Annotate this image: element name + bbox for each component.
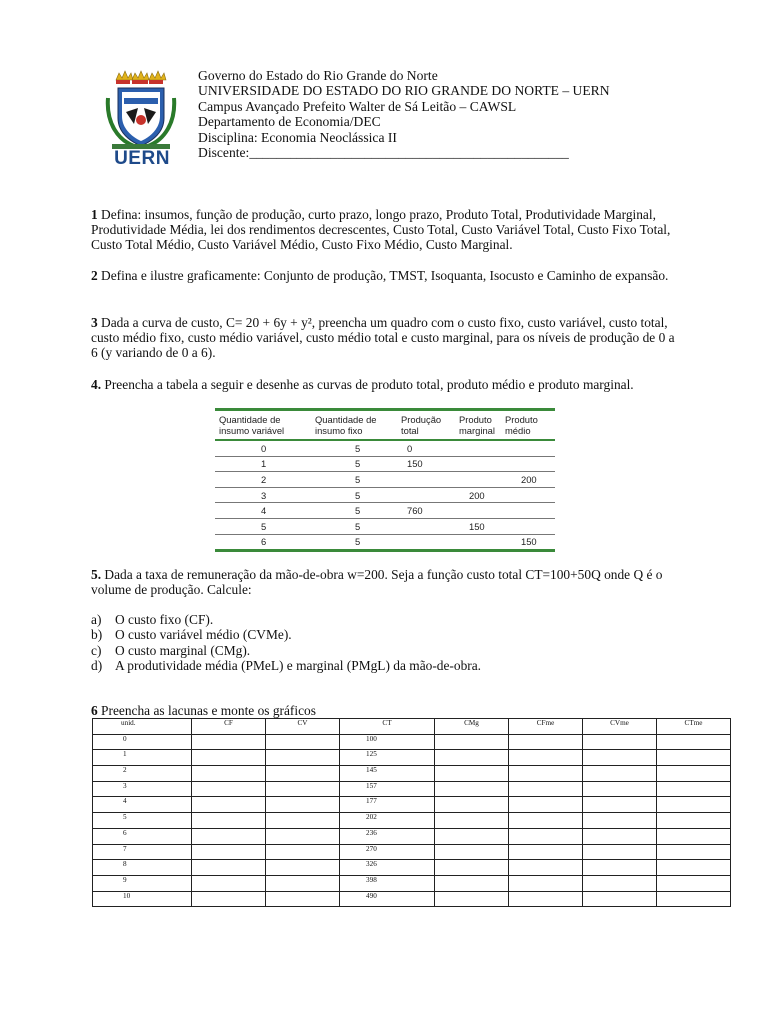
table-cell [435,766,509,782]
table-cell: 270 [340,844,435,860]
table-cell: 2 [93,766,192,782]
table-cell [509,828,583,844]
table-cell [509,734,583,750]
table-cell [266,828,340,844]
header-cell: Quantidade de insumo variável [219,414,285,436]
table-row [215,457,555,473]
table-cell [435,813,509,829]
list-item: b) O custo variável médio (CVMe). [91,627,292,643]
table-cell: 125 [340,750,435,766]
table-cell: 5 [261,520,267,532]
table-cell [266,781,340,797]
table-cell [657,844,731,860]
question-2 [91,268,681,283]
table-cell: 6 [93,828,192,844]
table-cell [435,750,509,766]
question-1 [91,207,681,253]
table-cell [509,891,583,907]
table-cell: 3 [93,781,192,797]
table-cell [657,797,731,813]
table-cell: 0 [407,442,413,454]
question-3 [91,315,681,361]
header-cell: CT [340,719,435,735]
table-cell: 4 [93,797,192,813]
table-cell [266,813,340,829]
table-cell: 7 [93,844,192,860]
table-cell: 5 [355,505,361,517]
table-bottom-rule [215,549,555,552]
table-cell [435,860,509,876]
uern-logo [104,68,178,168]
question-5-items [91,612,481,674]
table-cell [583,734,657,750]
question-number: 6 [91,703,98,718]
question-number: 2 [91,268,98,283]
table-cell [266,875,340,891]
header-cell: CVme [583,719,657,735]
table-cell: 5 [355,458,361,470]
table-cell [435,797,509,813]
table-cell [192,734,266,750]
logo-text: UERN [114,148,170,169]
table-cell: 5 [355,489,361,501]
header-line: UNIVERSIDADE DO ESTADO DO RIO GRANDE DO NORTE – UERN [198,83,610,99]
question-4 [91,377,681,392]
table-row [93,734,731,750]
table-cell [192,813,266,829]
table-cell [266,766,340,782]
table-cell [435,844,509,860]
question-text: Dada a curva de custo, C= 20 + 6y + y², preencha um quadro com o custo fixo, custo variável, custo total, custo médio fixo, custo médio variável, custo médio total e custo marginal, para os níveis de produção de 0 a 6 (y variando de 0 a 6). [91,315,675,361]
question-text: Preencha a tabela a seguir e desenhe as curvas de produto total, produto médio e produto marginal. [101,377,634,392]
table-cell [435,734,509,750]
table-row [215,503,555,519]
table-cell [266,750,340,766]
list-item: a) O custo fixo (CF). [91,612,214,627]
student-name-line: Discente:_______________________________________________ [198,145,569,161]
table-cell: 490 [340,891,435,907]
table-cell: 6 [261,536,267,548]
table-row [93,781,731,797]
table-cell [266,797,340,813]
table-cell: 9 [93,875,192,891]
table-cell: 202 [340,813,435,829]
table-cell [192,860,266,876]
question-6 [91,703,681,718]
table-cell [583,797,657,813]
table-cell [657,828,731,844]
table-cell: 1 [93,750,192,766]
table-cell: 0 [261,442,267,454]
header-line: Disciplina: Economia Neoclássica II [198,129,397,145]
table-header-row [93,719,731,735]
table-cell [509,875,583,891]
table-cell: 5 [355,520,361,532]
table-cell [657,734,731,750]
table-cell [509,750,583,766]
table-cell: 150 [521,536,537,548]
question-text: Dada a taxa de remuneração da mão-de-obra w=200. Seja a função custo total CT=100+50Q onde Q é o volume de produção. Calcule: [91,567,663,598]
table-cell: 1 [261,458,267,470]
table-row [215,488,555,504]
table-cell [509,797,583,813]
table-cell: 157 [340,781,435,797]
table-row [215,519,555,535]
table-cell: 0 [93,734,192,750]
table-cell [509,813,583,829]
table-cell [657,750,731,766]
header-cell: Produto médio [505,414,538,436]
table-cell: 200 [469,489,485,501]
header-cell: Quantidade de insumo fixo [315,414,377,436]
table-cell [657,891,731,907]
header-line: Governo do Estado do Rio Grande do Norte [198,68,438,83]
header-cell: CFme [509,719,583,735]
table-cell [192,750,266,766]
table-cell [583,828,657,844]
table-row [93,750,731,766]
table-cell [435,781,509,797]
table-cell [266,734,340,750]
question-number: 1 [91,207,98,222]
table-row [93,891,731,907]
table-cell: 10 [93,891,192,907]
table-cell [192,828,266,844]
table-row [93,875,731,891]
table-cell [266,844,340,860]
question-number: 3 [91,315,98,330]
table-cell [192,797,266,813]
table-cell: 398 [340,875,435,891]
table-cell [509,844,583,860]
table-cell: 2 [261,473,267,485]
table-cell [657,766,731,782]
document-header [198,68,610,160]
question-text: Defina: insumos, função de produção, curto prazo, longo prazo, Produto Total, Produtividade Marginal, Produtividade Média, lei dos rendimentos decrescentes, Custo Total, Custo Variável Total, Custo Fixo Total, Custo Total Médio, Custo Variável Médio, Custo Fixo Médio, Custo Marginal. [91,207,671,253]
header-line: Campus Avançado Prefeito Walter de Sá Leitão – CAWSL [198,98,517,114]
table-cell: 5 [355,442,361,454]
table-cell [435,875,509,891]
table-cell [435,828,509,844]
table-cell [435,891,509,907]
table-cell [657,781,731,797]
table-cell [509,766,583,782]
table-cell [583,766,657,782]
table-cell [266,860,340,876]
table-row [93,844,731,860]
table-row [215,472,555,488]
table-cell [509,781,583,797]
header-cell: CMg [435,719,509,735]
table-row [93,797,731,813]
table-cell: 760 [407,505,423,517]
table-row [93,766,731,782]
table-cell [657,813,731,829]
table-cell: 100 [340,734,435,750]
table-row [215,535,555,550]
table-cell [583,781,657,797]
table-cell [266,891,340,907]
table-cell: 150 [469,520,485,532]
production-table [215,408,555,552]
table-cell: 3 [261,489,267,501]
table-cell [657,875,731,891]
header-cell: CTme [657,719,731,735]
table-cell: 236 [340,828,435,844]
table-cell [192,875,266,891]
table-row [93,860,731,876]
table-cell [509,860,583,876]
table-cell [192,891,266,907]
table-cell: 5 [355,536,361,548]
table-cell [583,750,657,766]
question-text: Defina e ilustre graficamente: Conjunto de produção, TMST, Isoquanta, Isocusto e Caminho de expansão. [97,268,669,283]
table-cell [192,781,266,797]
table-cell [192,844,266,860]
table-cell: 145 [340,766,435,782]
header-cell: CF [192,719,266,735]
table-cell [583,891,657,907]
table-cell: 200 [521,473,537,485]
list-item: c) O custo marginal (CMg). [91,642,251,658]
header-cell: unid. [93,719,192,735]
table-cell: 5 [93,813,192,829]
header-cell: Produção total [401,414,442,436]
table-cell: 177 [340,797,435,813]
table-cell [583,844,657,860]
table-row [215,441,555,457]
table-cell [583,813,657,829]
table-row [93,813,731,829]
question-5 [91,567,681,597]
table-cell: 150 [407,458,423,470]
table-cell: 326 [340,860,435,876]
table-cell: 4 [261,505,267,517]
list-item: d) A produtividade média (PMeL) e marginal (PMgL) da mão-de-obra. [91,658,482,674]
table-row [93,828,731,844]
question-number: 5. [91,567,102,582]
header-cell: CV [266,719,340,735]
header-cell: Produto marginal [459,414,495,436]
table-cell [583,875,657,891]
table-cell [657,860,731,876]
table-cell [583,860,657,876]
table-cell: 5 [355,473,361,485]
table-cell [192,766,266,782]
question-number: 4. [91,377,102,392]
table-cell: 8 [93,860,192,876]
table-header [215,411,555,439]
question-text: Preencha as lacunas e monte os gráficos [97,703,316,718]
cost-table [92,718,731,907]
header-line: Departamento de Economia/DEC [198,114,381,130]
